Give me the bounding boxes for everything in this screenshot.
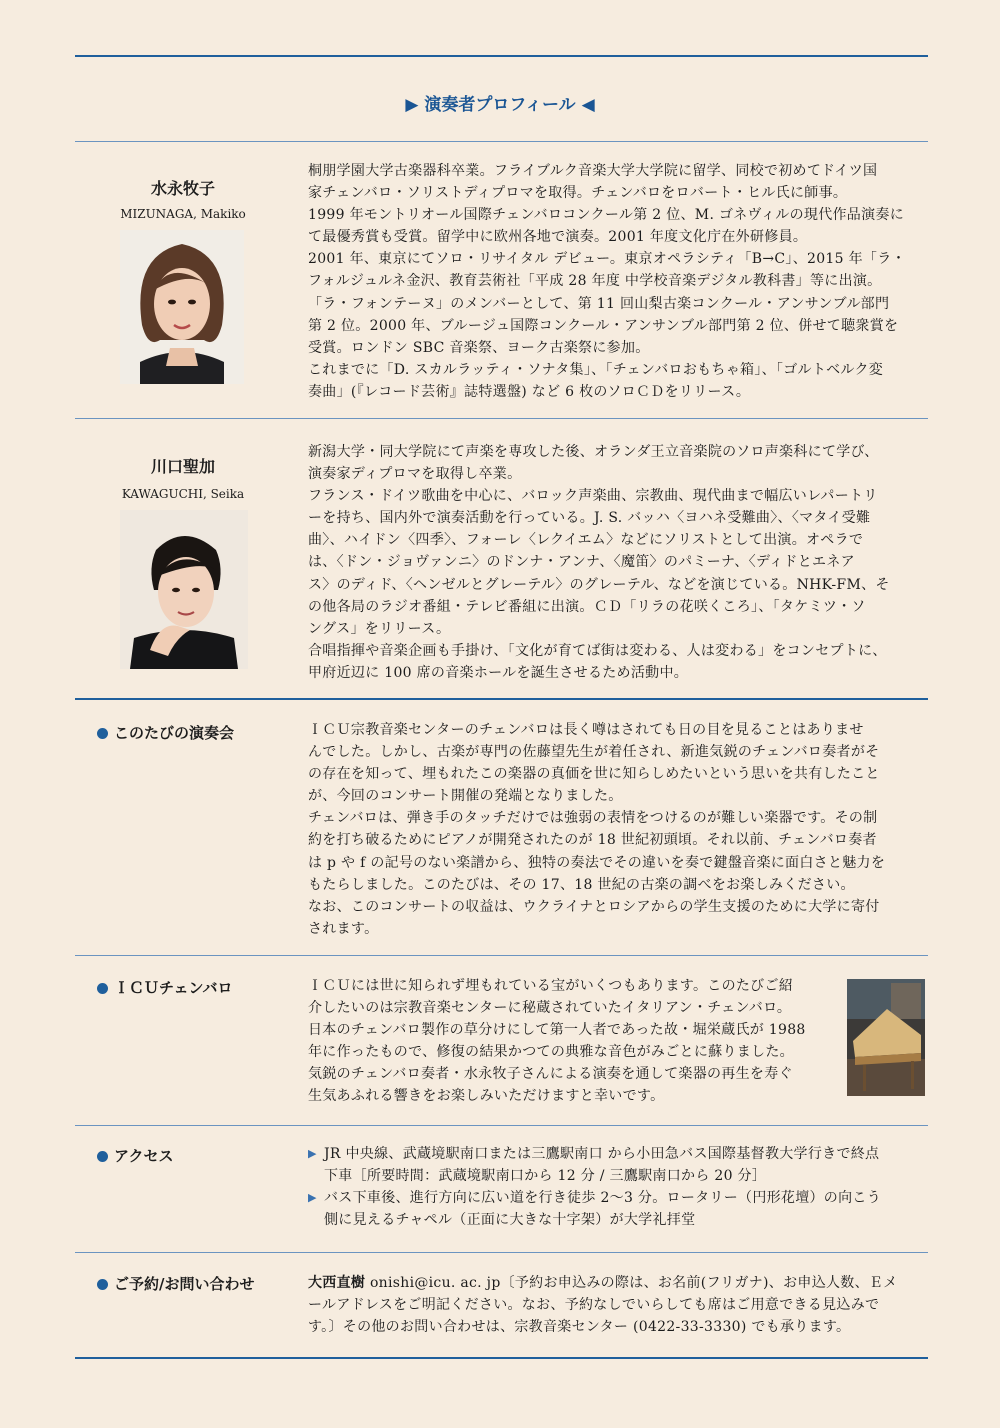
bottom-rule — [75, 1357, 928, 1359]
performer-name-en: MIZUNAGA, Makiko — [120, 207, 246, 221]
bio-line: ーを持ち、国内外で演奏活動を行っている。J. S. バッハ〈ヨハネ受難曲〉、〈マタイ受難 — [308, 510, 871, 527]
bullet-dot-icon — [97, 1151, 108, 1162]
harpsichord-line: ＩＣＵには世に知られず埋もれている宝がいくつもあります。このたびご紹 — [308, 978, 794, 994]
concert-line: ＩＣＵ宗教音楽センターのチェンバロは長く噂はされても日の目を見ることはありませ — [308, 722, 864, 738]
heading-divider — [75, 141, 928, 142]
concert-line: の存在を知って、埋もれたこの楽器の真価を世に知らしめたいという思いを共有したこと — [308, 766, 880, 783]
performer-bio-mizunaga — [308, 160, 922, 403]
performer-name-ja: 川口聖加 — [150, 457, 215, 476]
bio-line: ス〉のディド、〈ヘンゼルとグレーテル〉のグレーテル、などを演じている。NHK-FM、そ — [308, 576, 890, 593]
bio-line: これまでに「D. スカルラッティ・ソナタ集」、「チェンバロおもちゃ箱」、「ゴルトベルク変 — [308, 361, 884, 378]
bio-line: 「ラ・フォンテーヌ」のメンバーとして、第 11 回山梨古楽コンクール・アンサンブル部門 — [308, 295, 890, 312]
performer-name-en: KAWAGUCHI, Seika — [121, 487, 245, 501]
bio-line: フランス・ドイツ歌曲を中心に、バロック声楽曲、宗教曲、現代曲まで幅広いレパートリ — [308, 488, 878, 505]
access-line: 側に見えるチャペル（正面に大きな十字架）が大学礼拝堂 — [324, 1212, 696, 1229]
heading-left-marker: ▶ — [405, 95, 419, 115]
section-label-text: ご予約/お問い合わせ — [114, 1275, 255, 1293]
performer-bio-kawaguchi — [308, 441, 922, 684]
section-label-text: アクセス — [114, 1147, 174, 1165]
harpsichord-line: 日本のチェンバロ製作の草分けにして第一人者であった故・堀栄蔵氏が 1988 — [308, 1022, 806, 1039]
contact-line — [308, 1272, 922, 1294]
performer-name-ja: 水永牧子 — [150, 179, 215, 198]
performer-photo-mizunaga — [120, 230, 244, 384]
bullet-dot-icon — [97, 983, 108, 994]
heading-right-marker: ◀ — [581, 95, 595, 115]
bullet-dot-icon — [97, 1279, 108, 1290]
section-label-concert — [97, 722, 234, 743]
concert-line: もたらしました。このたびは、その 17、18 世紀の古楽の調べをお楽しみください。 — [308, 876, 855, 893]
access-item — [306, 1187, 922, 1231]
concert-line: されます。 — [308, 920, 379, 937]
access-item — [306, 1143, 922, 1187]
bio-line: 家チェンバロ・ソリストディプロマを取得。チェンバロをロバート・ヒル氏に師事。 — [308, 185, 848, 202]
access-line: バス下車後、進行方向に広い道を行き徒歩 2〜3 分。ロータリー（円形花壇）の向こう — [324, 1190, 882, 1207]
harpsichord-line: 介したいのは宗教音楽センターに秘蔵されていたイタリアン・チェンバロ。 — [308, 1000, 792, 1017]
bio-line: は、〈ドン・ジョヴァンニ〉のドンナ・アンナ、〈魔笛〉のパミーナ、〈ディドとエネア — [308, 554, 855, 571]
contact-line: す。〕その他のお問い合わせは、宗教音楽センター (0422-33-3330) でも承ります。 — [308, 1319, 851, 1336]
section-label-text: このたびの演奏会 — [114, 724, 235, 742]
access-line: JR 中央線、武蔵境駅南口または三鷹駅南口 から小田急バス国際基督教大学行きで終点 — [324, 1146, 880, 1162]
concert-line: 約を打ち破るためにピアノが開発されたのが 18 世紀初頭頃。それ以前、チェンバロ奏者 — [308, 832, 877, 849]
harpsichord-line: 生気あふれる響きをお楽しみいただけますと幸いです。 — [308, 1088, 665, 1105]
harpsichord-photo — [847, 979, 925, 1096]
bio-line: ングス」をリリース。 — [308, 620, 451, 637]
section-divider — [75, 955, 928, 956]
access-list — [306, 1143, 922, 1231]
bio-line: 演奏家ディプロマを取得し卒業。 — [308, 466, 522, 483]
bio-line: 1999 年モントリオール国際チェンバロコンクール第 2 位、M. ゴネヴィルの現代作品演奏に — [308, 207, 904, 224]
section-divider — [75, 1252, 928, 1253]
harpsichord-text — [308, 975, 838, 1108]
bio-line: 受賞。ロンドン SBC 音楽祭、ヨーク古楽祭に参加。 — [308, 339, 650, 356]
section-label-text: ＩＣＵチェンバロ — [114, 979, 233, 997]
bio-line: 第 2 位。2000 年、ブルージュ国際コンクール・アンサンブル部門第 2 位、併せて聴衆賞を — [308, 317, 899, 334]
section-label-access — [97, 1145, 174, 1166]
triangle-bullet-icon: ▶ — [308, 1191, 317, 1205]
bio-line: 新潟大学・同大学院にて声楽を専攻した後、オランダ王立音楽院のソロ声楽科にて学び、 — [308, 444, 879, 460]
concert-line: んでした。しかし、古楽が専門の佐藤望先生が着任され、新進気鋭のチェンバロ奏者がそ — [308, 744, 880, 761]
section-label-contact — [97, 1273, 254, 1294]
concert-line: が、今回のコンサート開催の発端となりました。 — [308, 788, 623, 805]
concert-line: チェンバロは、弾き手のタッチだけでは強弱の表情をつけるのが難しい楽器です。その制 — [308, 810, 878, 827]
performer-divider — [75, 418, 928, 419]
concert-text — [308, 719, 922, 940]
bio-line: 曲〉、ハイドン〈四季〉、フォーレ〈レクイエム〉などにソリストとして出演。オペラで — [308, 532, 864, 549]
section-divider — [75, 1125, 928, 1126]
concert-line: は p や f の記号のない楽譜から、独特の奏法でその違いを奏で鍵盤音楽に面白さと魅力を — [308, 854, 886, 871]
profile-end-rule — [75, 698, 928, 700]
contact-name: 大西直樹 — [308, 1275, 366, 1291]
bio-line: 奏曲」(『レコード芸術』誌特選盤) など 6 枚のソロＣＤをリリース。 — [308, 383, 751, 400]
bio-line: 桐朋学園大学古楽器科卒業。フライブルク音楽大学大学院に留学、同校で初めてドイツ国 — [308, 163, 878, 179]
performer-photo-kawaguchi — [120, 510, 248, 669]
bio-line: フォルジュルネ金沢、教育芸術社「平成 28 年度 中学校音楽デジタル教科書」等に出演。 — [308, 273, 882, 290]
contact-email-line: onishi@icu. ac. jp〔予約お申込みの際は、お名前(フリガナ)、お申込人数、Ｅメ — [365, 1275, 898, 1291]
triangle-bullet-icon: ▶ — [308, 1147, 317, 1160]
access-line: 下車［所要時間：武蔵境駅南口から 12 分 / 三鷹駅南口から 20 分］ — [324, 1168, 767, 1185]
page-heading — [0, 90, 1000, 115]
section-label-harpsichord — [97, 977, 233, 998]
concert-line: なお、このコンサートの収益は、ウクライナとロシアからの学生支援のために大学に寄付 — [308, 898, 880, 915]
bio-line: の他各局のラジオ番組・テレビ番組に出演。ＣＤ「リラの花咲くころ」、「タケミツ・ソ — [308, 598, 866, 615]
contact-line: ールアドレスをご明記ください。なお、予約なしでいらしても席はご用意できる見込みで — [308, 1297, 880, 1314]
top-rule — [75, 55, 928, 57]
page-title: 演奏者プロフィール — [424, 95, 576, 115]
contact-text — [308, 1272, 922, 1338]
harpsichord-line: 年に作ったもので、修復の結果かつての典雅な音色がみごとに蘇りました。 — [308, 1044, 794, 1061]
bio-line: て最優秀賞も受賞。留学中に欧州各地で演奏。2001 年度文化庁在外研修員。 — [308, 229, 808, 246]
bio-line: 合唱指揮や音楽企画も手掛け、「文化が育てば街は変わる、人は変わる」をコンセプトに、 — [308, 642, 887, 659]
harpsichord-line: 気鋭のチェンバロ奏者・水永牧子さんによる演奏を通して楽器の再生を寿ぐ — [308, 1066, 793, 1083]
bio-line: 2001 年、東京にてソロ・リサイタル デビュー。東京オペラシティ「B→C」、2015 年「ラ・ — [308, 251, 906, 268]
bio-line: 甲府近辺に 100 席の音楽ホールを誕生させるため活動中。 — [308, 664, 689, 681]
bullet-dot-icon — [97, 728, 108, 739]
